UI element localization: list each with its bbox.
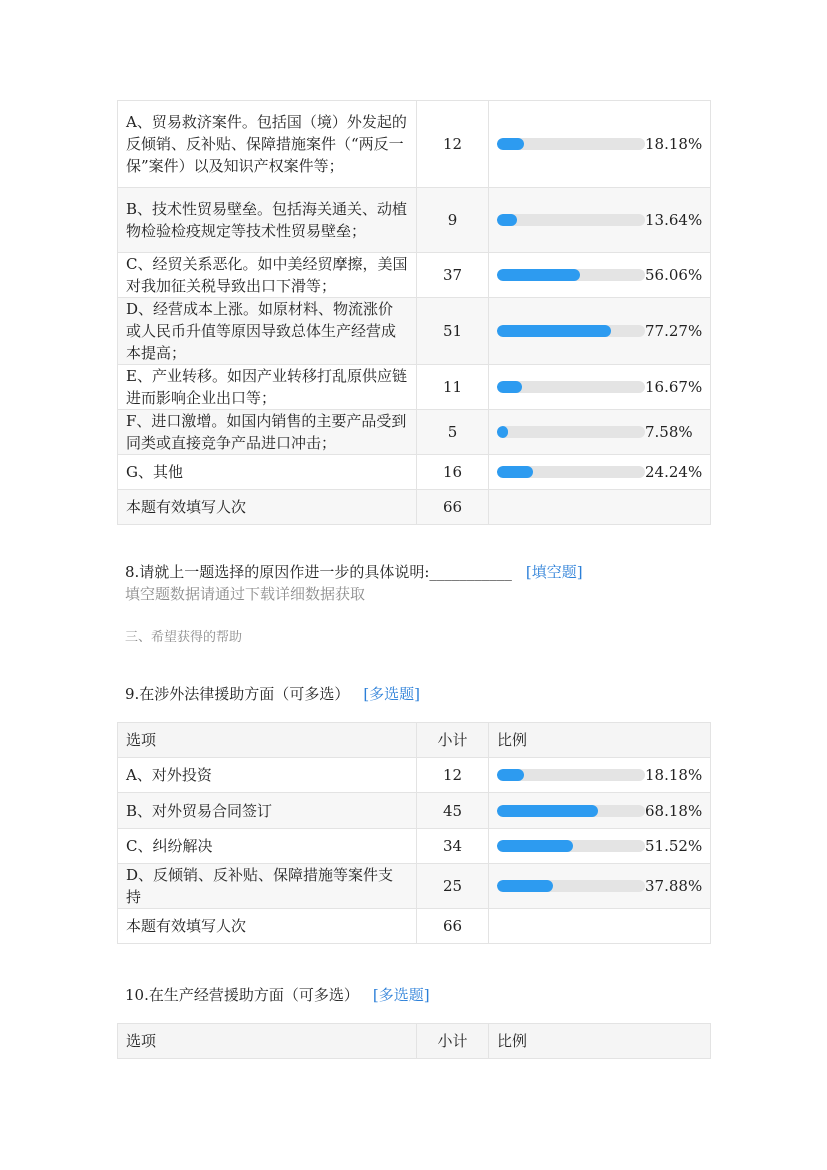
total-label: 本题有效填写人次 [118,909,417,944]
table-row [118,793,711,829]
q8-title [125,561,583,582]
question-text: 9.在涉外法律援助方面（可多选） [125,685,350,703]
question-text: 8.请就上一题选择的原因作进一步的具体说明:___________ [125,563,512,581]
question-type-tag: [多选题] [363,685,421,703]
option-count: 51 [417,298,489,365]
option-label: D、反倾销、反补贴、保障措施等案件支持 [118,864,417,909]
header-count: 小计 [417,723,489,758]
ratio-bar-track [497,269,645,281]
total-row [118,490,711,525]
table-row [118,101,711,188]
option-count: 37 [417,253,489,298]
ratio-bar-fill [497,138,524,150]
ratio-bar-track [497,466,645,478]
table-row [118,455,711,490]
option-count: 45 [417,793,489,829]
option-count: 16 [417,455,489,490]
table-row [118,188,711,253]
header-ratio: 比例 [489,1024,711,1059]
option-count: 5 [417,410,489,455]
ratio-bar-fill [497,466,533,478]
option-label: E、产业转移。如因产业转移打乱原供应链进而影响企业出口等； [118,365,417,410]
option-label: D、经营成本上涨。如原材料、物流涨价或人民币升值等原因导致总体生产经营成本提高； [118,298,417,365]
option-percent: 18.18% [645,135,703,153]
q7-result-table [117,100,711,525]
option-percent: 24.24% [645,463,703,481]
q10-result-table [117,1023,711,1059]
table-row [118,410,711,455]
option-count: 9 [417,188,489,253]
option-label: A、对外投资 [118,758,417,793]
total-count: 66 [417,490,489,525]
ratio-bar-fill [497,840,573,852]
ratio-bar-track [497,214,645,226]
ratio-bar-fill [497,325,611,337]
option-label: B、技术性贸易壁垒。包括海关通关、动植物检验检疫规定等技术性贸易壁垒； [118,188,417,253]
option-percent: 56.06% [645,266,703,284]
ratio-bar-track [497,880,645,892]
ratio-bar-track [497,805,645,817]
ratio-bar-fill [497,381,522,393]
ratio-bar-fill [497,880,553,892]
option-label: C、纠纷解决 [118,829,417,864]
option-percent: 51.52% [645,837,703,855]
q9-title [125,683,420,704]
ratio-bar-fill [497,214,517,226]
option-percent: 16.67% [645,378,703,396]
total-count: 66 [417,909,489,944]
ratio-bar-track [497,840,645,852]
table-row [118,253,711,298]
option-label: B、对外贸易合同签订 [118,793,417,829]
option-count: 25 [417,864,489,909]
option-percent: 13.64% [645,211,703,229]
ratio-bar-fill [497,805,598,817]
option-label: C、经贸关系恶化。如中美经贸摩擦，美国对我加征关税导致出口下滑等； [118,253,417,298]
q10-title [125,984,430,1005]
option-percent: 18.18% [645,766,703,784]
q9-result-table [117,722,711,944]
q8-note: 填空题数据请通过下载详细数据获取 [125,585,366,603]
option-count: 12 [417,758,489,793]
table-row [118,365,711,410]
option-percent: 7.58% [645,423,693,441]
ratio-bar-track [497,325,645,337]
option-label: A、贸易救济案件。包括国（境）外发起的反倾销、反补贴、保障措施案件（“两反一保”案件）以及知识产权案件等； [118,101,417,188]
total-label: 本题有效填写人次 [118,490,417,525]
section-heading: 三、希望获得的帮助 [125,630,243,645]
header-count: 小计 [417,1024,489,1059]
option-label: G、其他 [118,455,417,490]
table-row [118,758,711,793]
ratio-bar-track [497,138,645,150]
header-option: 选项 [118,1024,417,1059]
table-header-row [118,723,711,758]
option-count: 34 [417,829,489,864]
ratio-bar-fill [497,769,524,781]
header-option: 选项 [118,723,417,758]
table-row [118,829,711,864]
header-ratio: 比例 [489,723,711,758]
question-type-tag: [填空题] [525,563,583,581]
ratio-bar-track [497,381,645,393]
option-count: 11 [417,365,489,410]
table-row [118,864,711,909]
ratio-bar-track [497,769,645,781]
ratio-bar-track [497,426,645,438]
question-type-tag: [多选题] [372,986,430,1004]
option-percent: 68.18% [645,801,703,820]
total-row [118,909,711,944]
question-text: 10.在生产经营援助方面（可多选） [125,986,359,1004]
option-percent: 37.88% [645,877,703,895]
ratio-bar-fill [497,269,580,281]
option-percent: 77.27% [645,322,703,340]
table-row [118,298,711,365]
option-count: 12 [417,101,489,188]
ratio-bar-fill [497,426,508,438]
option-label: F、进口激增。如国内销售的主要产品受到同类或直接竞争产品进口冲击； [118,410,417,455]
table-header-row [118,1024,711,1059]
